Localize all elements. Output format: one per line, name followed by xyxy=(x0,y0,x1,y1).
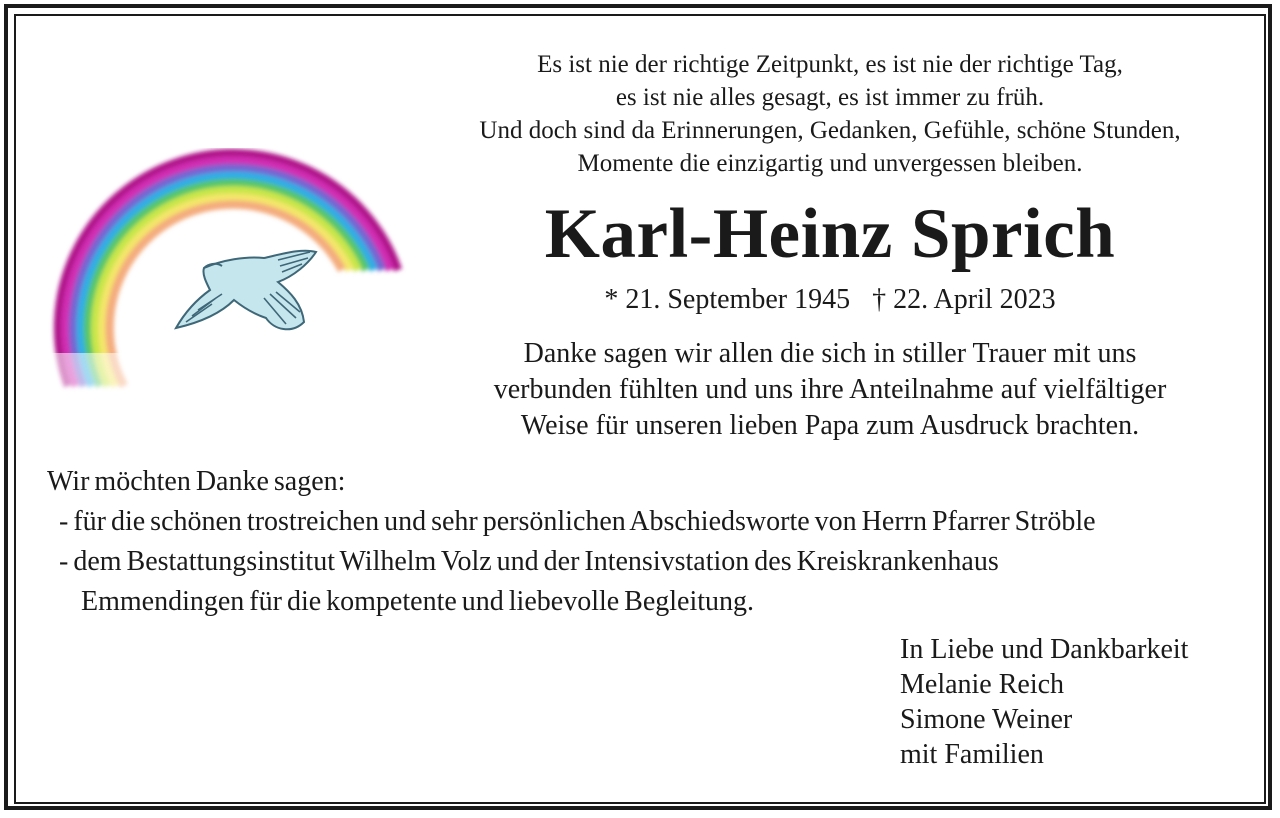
poem-verse xyxy=(420,48,1240,180)
poem-line: Momente die einzigartig und unvergessen bleiben. xyxy=(577,150,1083,177)
dove-icon xyxy=(176,251,316,330)
birth-date: * 21. September 1945 xyxy=(604,284,851,315)
poem-line: es ist nie alles gesagt, es ist immer zu früh. xyxy=(615,84,1045,111)
acknowledgement-list xyxy=(47,462,1247,622)
signature-line: Simone Weiner xyxy=(900,704,1073,735)
poem-line: Es ist nie der richtige Zeitpunkt, es ist nie der richtige Tag, xyxy=(537,51,1123,78)
poem-line: Und doch sind da Erinnerungen, Gedanken, Gefühle, schöne Stunden, xyxy=(479,117,1181,144)
signature-block xyxy=(900,632,1250,772)
acknowledgement-item: - für die schönen trostreichen und sehr persönlichen Abschiedsworte von Herrn Pfarrer Ströble xyxy=(59,506,1096,537)
thanks-paragraph xyxy=(420,336,1240,444)
acknowledgement-intro: Wir möchten Danke sagen: xyxy=(47,466,346,497)
life-dates xyxy=(420,282,1240,318)
acknowledgement-item-continued: Emmendingen für die kompetente und liebevolle Begleitung. xyxy=(81,586,755,617)
signature-line: In Liebe und Dankbarkeit xyxy=(900,634,1189,665)
rainbow-dove-icon xyxy=(46,148,424,396)
signature-line: Melanie Reich xyxy=(900,669,1065,700)
death-date: † 22. April 2023 xyxy=(872,284,1056,315)
thanks-line: Danke sagen wir allen die sich in stiller Trauer mit uns xyxy=(523,338,1137,369)
acknowledgement-item: - dem Bestattungsinstitut Wilhelm Volz und der Intensivstation des Kreiskrankenhaus xyxy=(59,546,999,577)
thanks-line: Weise für unseren lieben Papa zum Ausdruck brachten. xyxy=(520,410,1140,441)
signature-line: mit Familien xyxy=(900,739,1044,770)
deceased-name: Karl-Heinz Sprich xyxy=(544,195,1116,273)
thanks-line: verbunden fühlten und uns ihre Anteilnahme auf vielfältiger xyxy=(493,374,1167,405)
